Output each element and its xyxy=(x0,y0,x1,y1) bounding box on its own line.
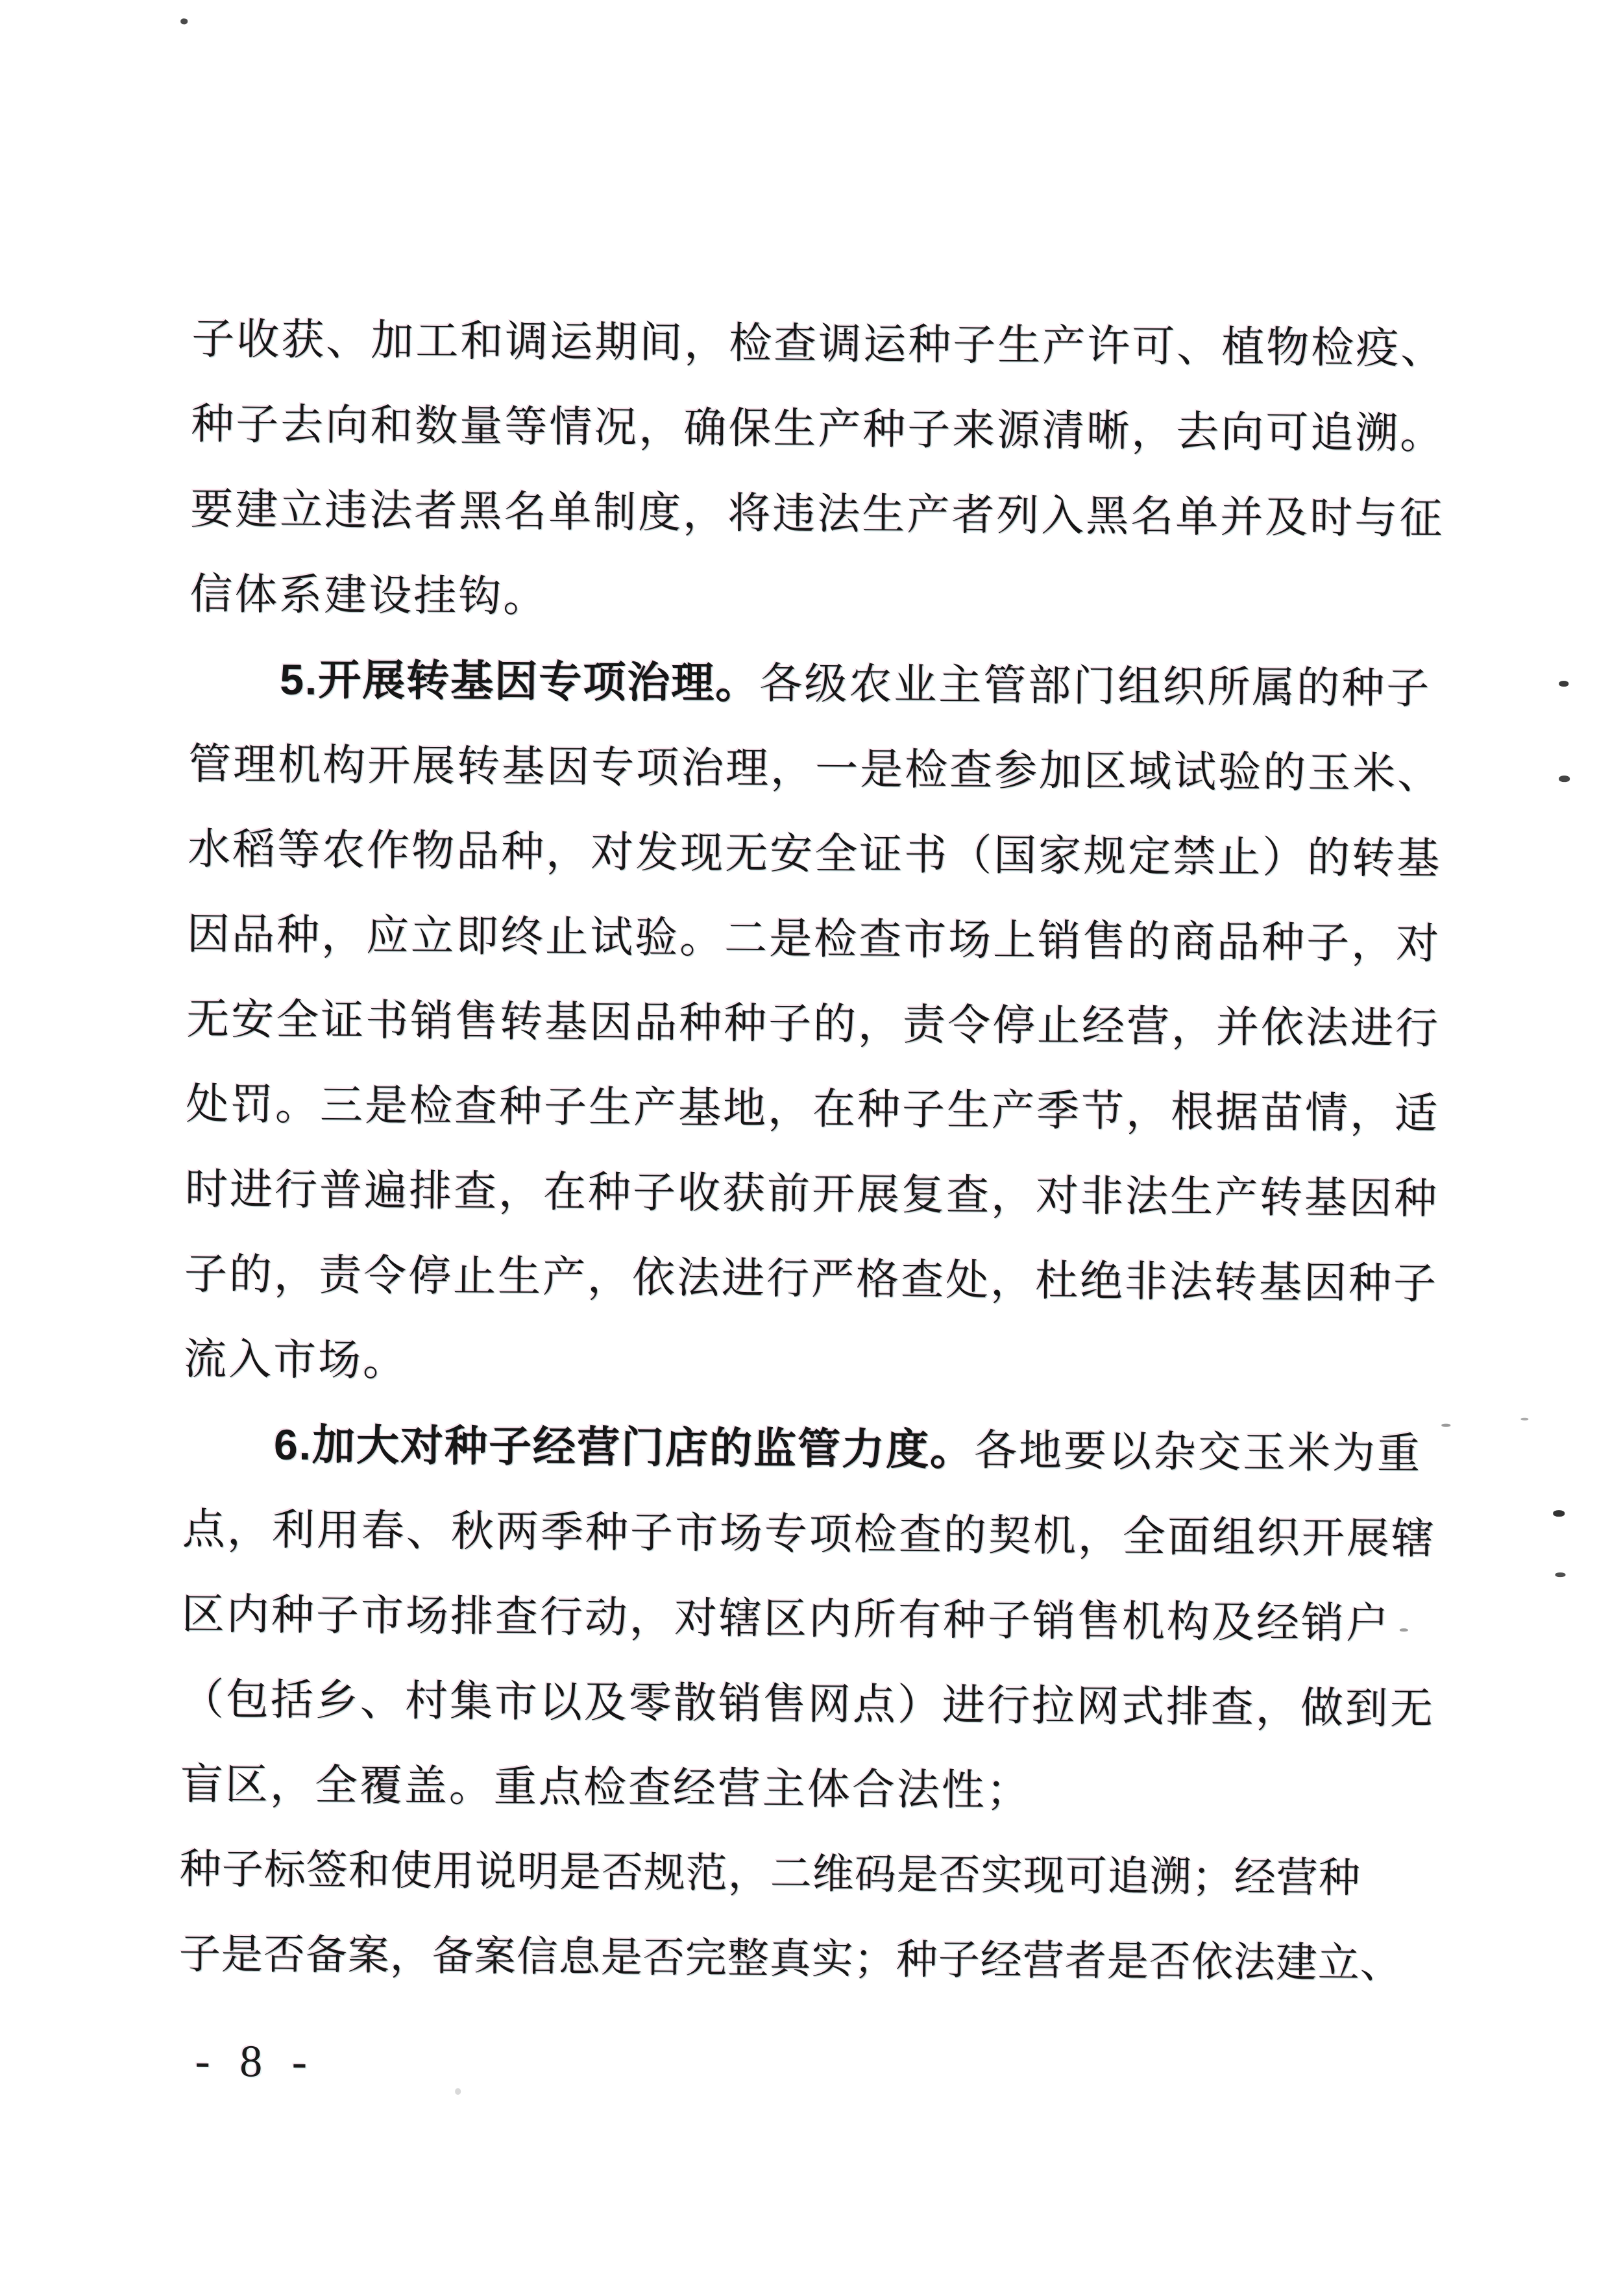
page-number: - 8 - xyxy=(195,2036,317,2088)
scan-speck xyxy=(1553,1510,1565,1517)
text-line: 信体系建设挂钩。 xyxy=(189,570,548,621)
scan-speck xyxy=(455,2088,461,2095)
text-line: 处罚。三是检查种子生产基地，在种子生产季节，根据苗情，适 xyxy=(185,1081,1440,1138)
text-line: 无安全证书销售转基因品种种子的，责令停止经营，并依法进行 xyxy=(186,995,1441,1053)
scan-speck xyxy=(1559,776,1570,782)
text-line: 因品种，应立即终止试验。二是检查市场上销售的商品种子，对 xyxy=(186,910,1441,968)
text-line: （包括乡、村集市以及零散销售网点）进行拉网式排查，做到无 xyxy=(180,1676,1435,1733)
text-line: 种子标签和使用说明是否规范，二维码是否实现可追溯；经营种 xyxy=(179,1846,1361,1901)
section-heading-line: 5.开展转基因专项治理。各级农业主管部门组织所属的种子 xyxy=(279,655,1432,713)
text-line: 子是否备案，备案信息是否完整真实；种子经营者是否依法建立、 xyxy=(178,1931,1403,1987)
text-line: 管理机构开展转基因专项治理，一是检查参加区域试验的玉米、 xyxy=(188,740,1443,798)
text-line: 要建立违法者黑名单制度，将违法生产者列入黑名单并及时与征 xyxy=(190,485,1445,543)
scan-speck xyxy=(1441,1424,1450,1427)
text-line: 流入市场。 xyxy=(183,1336,408,1386)
text-line: 点，利用春、秋两季种子市场专项检查的契机，全面组织开展辖 xyxy=(182,1506,1437,1563)
scan-speck xyxy=(1520,1418,1528,1421)
text-line: 盲区，全覆盖。重点检查经营主体合法性； xyxy=(180,1761,1032,1815)
scan-speck xyxy=(1400,1628,1408,1631)
text-line: 种子去向和数量等情况，确保生产种子来源清晰，去向可追溯。 xyxy=(191,400,1445,458)
scan-speck xyxy=(180,18,188,24)
text-line: 时进行普遍排查，在种子收获前开展复查，对非法生产转基因种 xyxy=(184,1166,1439,1223)
text-line: 子的，责令停止生产，依法进行严格查处，杜绝非法转基因种子 xyxy=(184,1251,1439,1308)
text-line: 区内种子市场排查行动，对辖区内所有种子销售机构及经销户 xyxy=(181,1591,1391,1648)
text-line: 水稻等农作物品种，对发现无安全证书（国家规定禁止）的转基 xyxy=(187,825,1442,883)
scan-speck xyxy=(1555,1572,1565,1577)
body-text xyxy=(178,297,1464,2007)
scan-speck xyxy=(1559,681,1568,687)
text-line: 子收获、加工和调运期间，检查调运种子生产许可、植物检疫、 xyxy=(191,315,1446,373)
section-heading-line: 6.加大对种子经营门店的监管力度。各地要以杂交玉米为重 xyxy=(273,1420,1422,1478)
